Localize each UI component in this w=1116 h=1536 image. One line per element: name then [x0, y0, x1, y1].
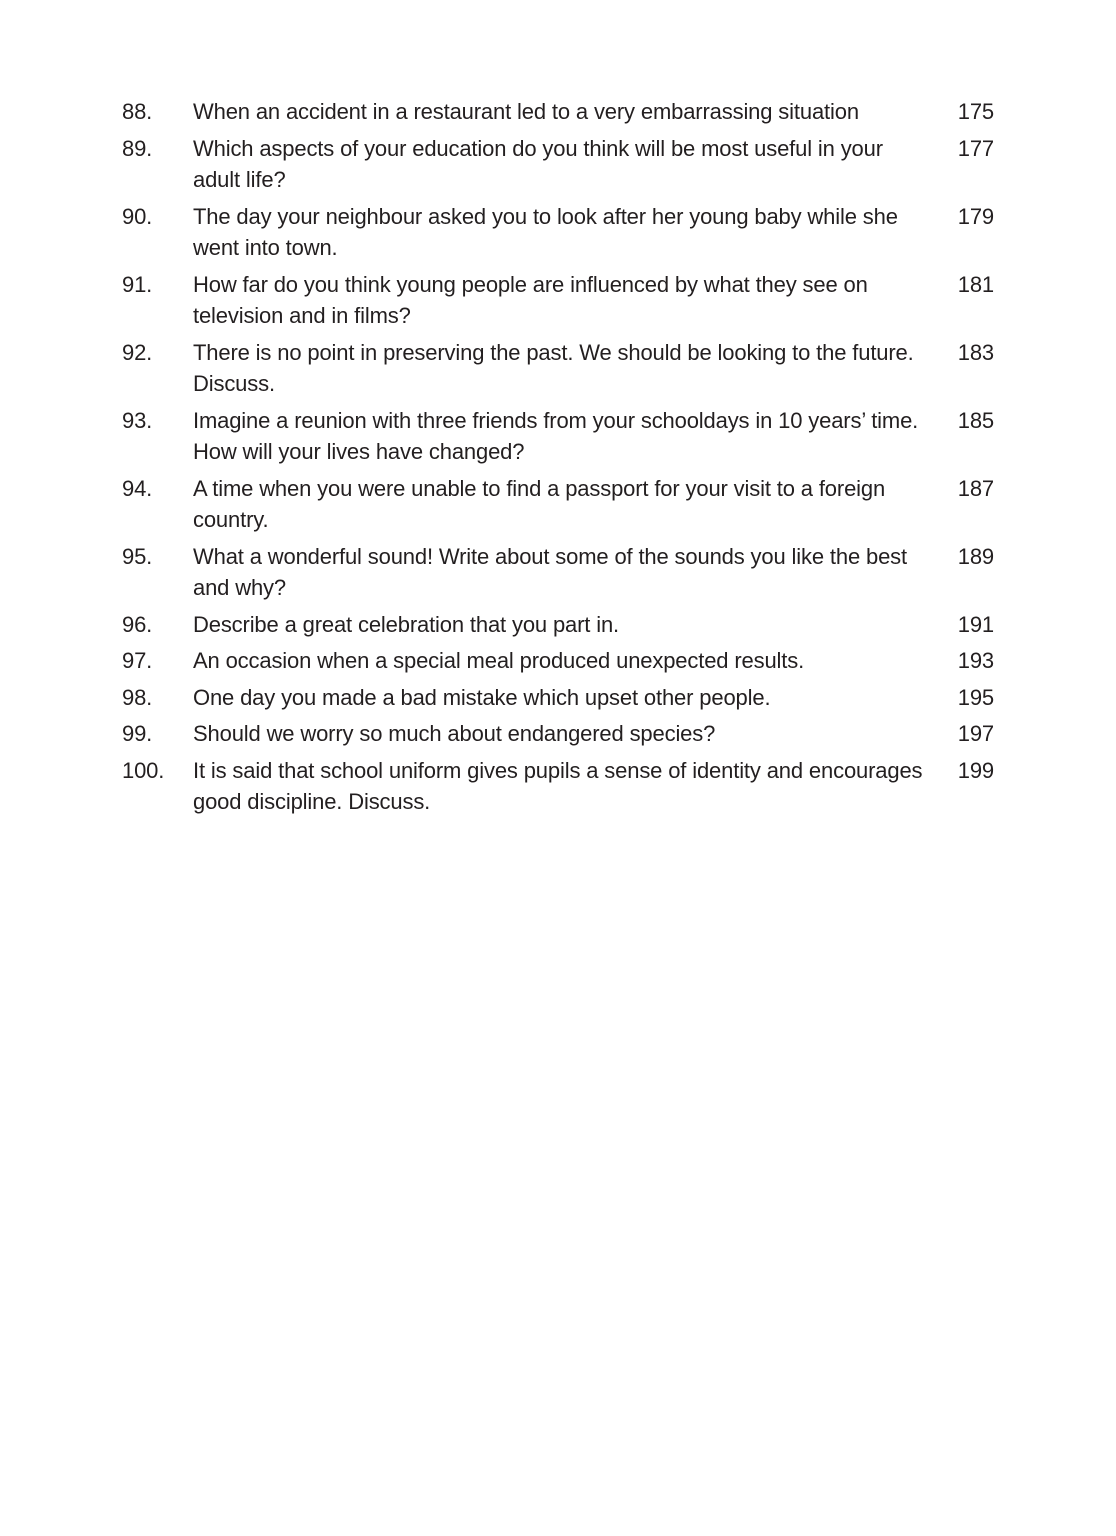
- toc-entry: [122, 755, 994, 818]
- toc-entry-title: Imagine a reunion with three friends from your schooldays in 10 years’ time. How will your lives have changed?: [193, 407, 919, 464]
- toc-entry-number: 99.: [122, 721, 153, 746]
- toc-entry-title: How far do you think young people are influenced by what they see on television and in films?: [193, 271, 868, 328]
- toc-entry-title: It is said that school uniform gives pupils a sense of identity and encourages good discipline. Discuss.: [193, 757, 923, 814]
- toc-entry: [122, 337, 994, 400]
- toc-entry-title: When an accident in a restaurant led to a very embarrassing situation: [193, 99, 859, 124]
- toc-entry-number: 92.: [122, 339, 153, 365]
- toc-entry: [122, 269, 994, 332]
- toc-entry: [122, 682, 994, 714]
- toc-entry-page: 177: [957, 135, 994, 161]
- toc-entry-page: 181: [957, 271, 994, 297]
- toc-entry-page: 187: [957, 475, 994, 501]
- toc-entry-title: A time when you were unable to find a passport for your visit to a foreign country.: [193, 475, 886, 532]
- toc-entry: [122, 609, 994, 641]
- toc-entry-title: Which aspects of your education do you think will be most useful in your adult life?: [193, 135, 883, 192]
- toc-entry-page: 179: [957, 203, 994, 229]
- toc-entry-page: 191: [957, 611, 994, 637]
- toc-entry-title: Describe a great celebration that you part in.: [193, 611, 620, 637]
- toc-entry-number: 97.: [122, 648, 153, 673]
- toc-entry-page: 193: [957, 648, 994, 673]
- toc-entry: [122, 645, 994, 677]
- toc-entry-title: The day your neighbour asked you to look after her young baby while she went into town.: [193, 203, 898, 260]
- toc-entry: [122, 201, 994, 264]
- toc-entry-title: An occasion when a special meal produced unexpected results.: [193, 648, 805, 673]
- toc-entry-number: 94.: [122, 475, 153, 501]
- toc-entry-page: 199: [957, 757, 994, 783]
- toc-entry-number: 90.: [122, 203, 153, 229]
- toc-entry-number: 89.: [122, 135, 153, 161]
- toc-entry-number: 100.: [122, 757, 165, 783]
- toc-entry: [122, 405, 994, 468]
- toc-entry: [122, 473, 994, 536]
- table-of-contents: [122, 96, 994, 823]
- toc-entry-number: 93.: [122, 407, 153, 433]
- toc-entry-title: One day you made a bad mistake which upset other people.: [193, 684, 771, 710]
- toc-entry-page: 197: [957, 721, 994, 746]
- toc-entry-title: Should we worry so much about endangered species?: [193, 721, 716, 746]
- toc-entry-page: 175: [957, 99, 994, 124]
- toc-entry-number: 96.: [122, 611, 153, 637]
- toc-entry: [122, 541, 994, 604]
- toc-entry: [122, 96, 994, 128]
- toc-entry-page: 195: [957, 684, 994, 710]
- toc-entry-page: 185: [957, 407, 994, 433]
- toc-entry-number: 95.: [122, 543, 153, 569]
- toc-entry-page: 183: [957, 339, 994, 365]
- toc-entry-title: There is no point in preserving the past. We should be looking to the future. Discuss.: [193, 339, 914, 396]
- toc-entry-number: 91.: [122, 271, 153, 297]
- toc-entry: [122, 133, 994, 196]
- toc-entry-title: What a wonderful sound! Write about some of the sounds you like the best and why?: [193, 543, 907, 600]
- toc-entry-number: 88.: [122, 99, 153, 124]
- toc-entry: [122, 718, 994, 750]
- toc-entry-number: 98.: [122, 684, 153, 710]
- toc-entry-page: 189: [957, 543, 994, 569]
